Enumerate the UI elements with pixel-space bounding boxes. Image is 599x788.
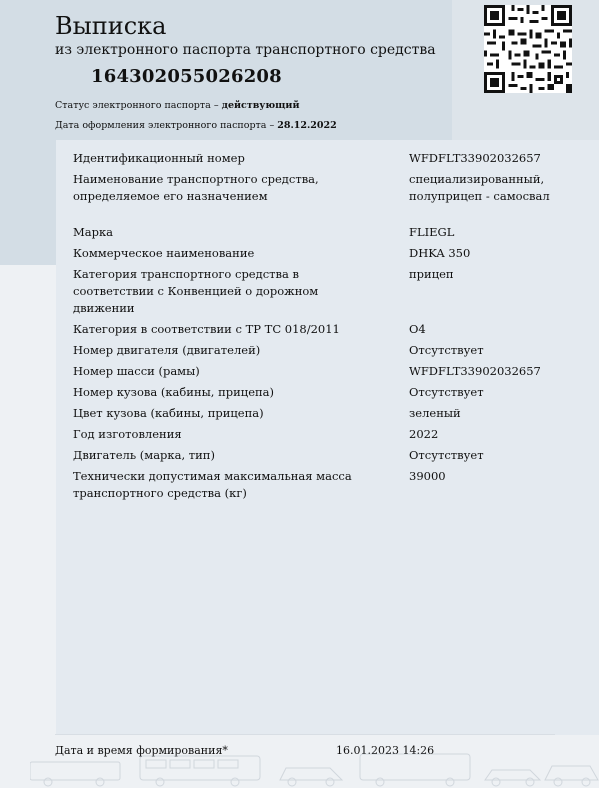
field-value: специализированный, полуприцеп - самосвал: [409, 172, 550, 203]
field-value: FLIEGL: [409, 225, 455, 239]
field-value: Отсутствует: [409, 343, 484, 357]
document-title: Выписка: [55, 12, 167, 40]
generation-datetime-value: 16.01.2023 14:26: [336, 744, 435, 757]
field-label: Номер шасси (рамы): [73, 364, 200, 378]
field-value: 2022: [409, 427, 439, 441]
qr-code-icon: [484, 5, 572, 93]
issue-date-value: 28.12.2022: [277, 120, 337, 131]
passport-number: 164302055026208: [91, 66, 282, 87]
vehicles-watermark-icon: [30, 742, 599, 788]
field-label: Наименование транспортного средства, определяемое его назначением: [73, 172, 319, 203]
field-value: прицеп: [409, 267, 454, 281]
field-label: Категория транспортного средства в соответствии с Конвенцией о дорожном движении: [73, 267, 319, 315]
footer-divider: [55, 734, 555, 735]
field-label: Номер кузова (кабины, прицепа): [73, 385, 275, 399]
generation-datetime-label: Дата и время формирования*: [55, 744, 228, 757]
field-label: Коммерческое наименование: [73, 246, 255, 260]
field-label: Марка: [73, 225, 114, 239]
field-label: Цвет кузова (кабины, прицепа): [73, 406, 264, 420]
field-label: Двигатель (марка, тип): [73, 448, 215, 462]
field-value: DHKA 350: [409, 246, 471, 260]
status-value: действующий: [221, 100, 300, 111]
field-label: Год изготовления: [73, 427, 182, 441]
field-value: O4: [409, 322, 426, 336]
field-label: Технически допустимая максимальная масса транспортного средства (кг): [73, 469, 352, 500]
field-value: 39000: [409, 469, 446, 483]
document-subtitle: из электронного паспорта транспортного средства: [55, 42, 436, 58]
left-band: [0, 0, 56, 265]
status-line: [55, 100, 300, 111]
issue-date-line: [55, 120, 337, 131]
field-label: Номер двигателя (двигателей): [73, 343, 261, 357]
status-label: Статус электронного паспорта –: [55, 100, 222, 111]
field-label: Идентификационный номер: [73, 151, 245, 165]
field-value: Отсутствует: [409, 448, 484, 462]
field-label: Категория в соответствии с ТР ТС 018/2011: [73, 322, 340, 336]
issue-date-label: Дата оформления электронного паспорта –: [55, 120, 278, 131]
field-value: зеленый: [409, 406, 461, 420]
field-value: WFDFLT33902032657: [409, 364, 541, 378]
field-value: Отсутствует: [409, 385, 484, 399]
field-value: WFDFLT33902032657: [409, 151, 541, 165]
